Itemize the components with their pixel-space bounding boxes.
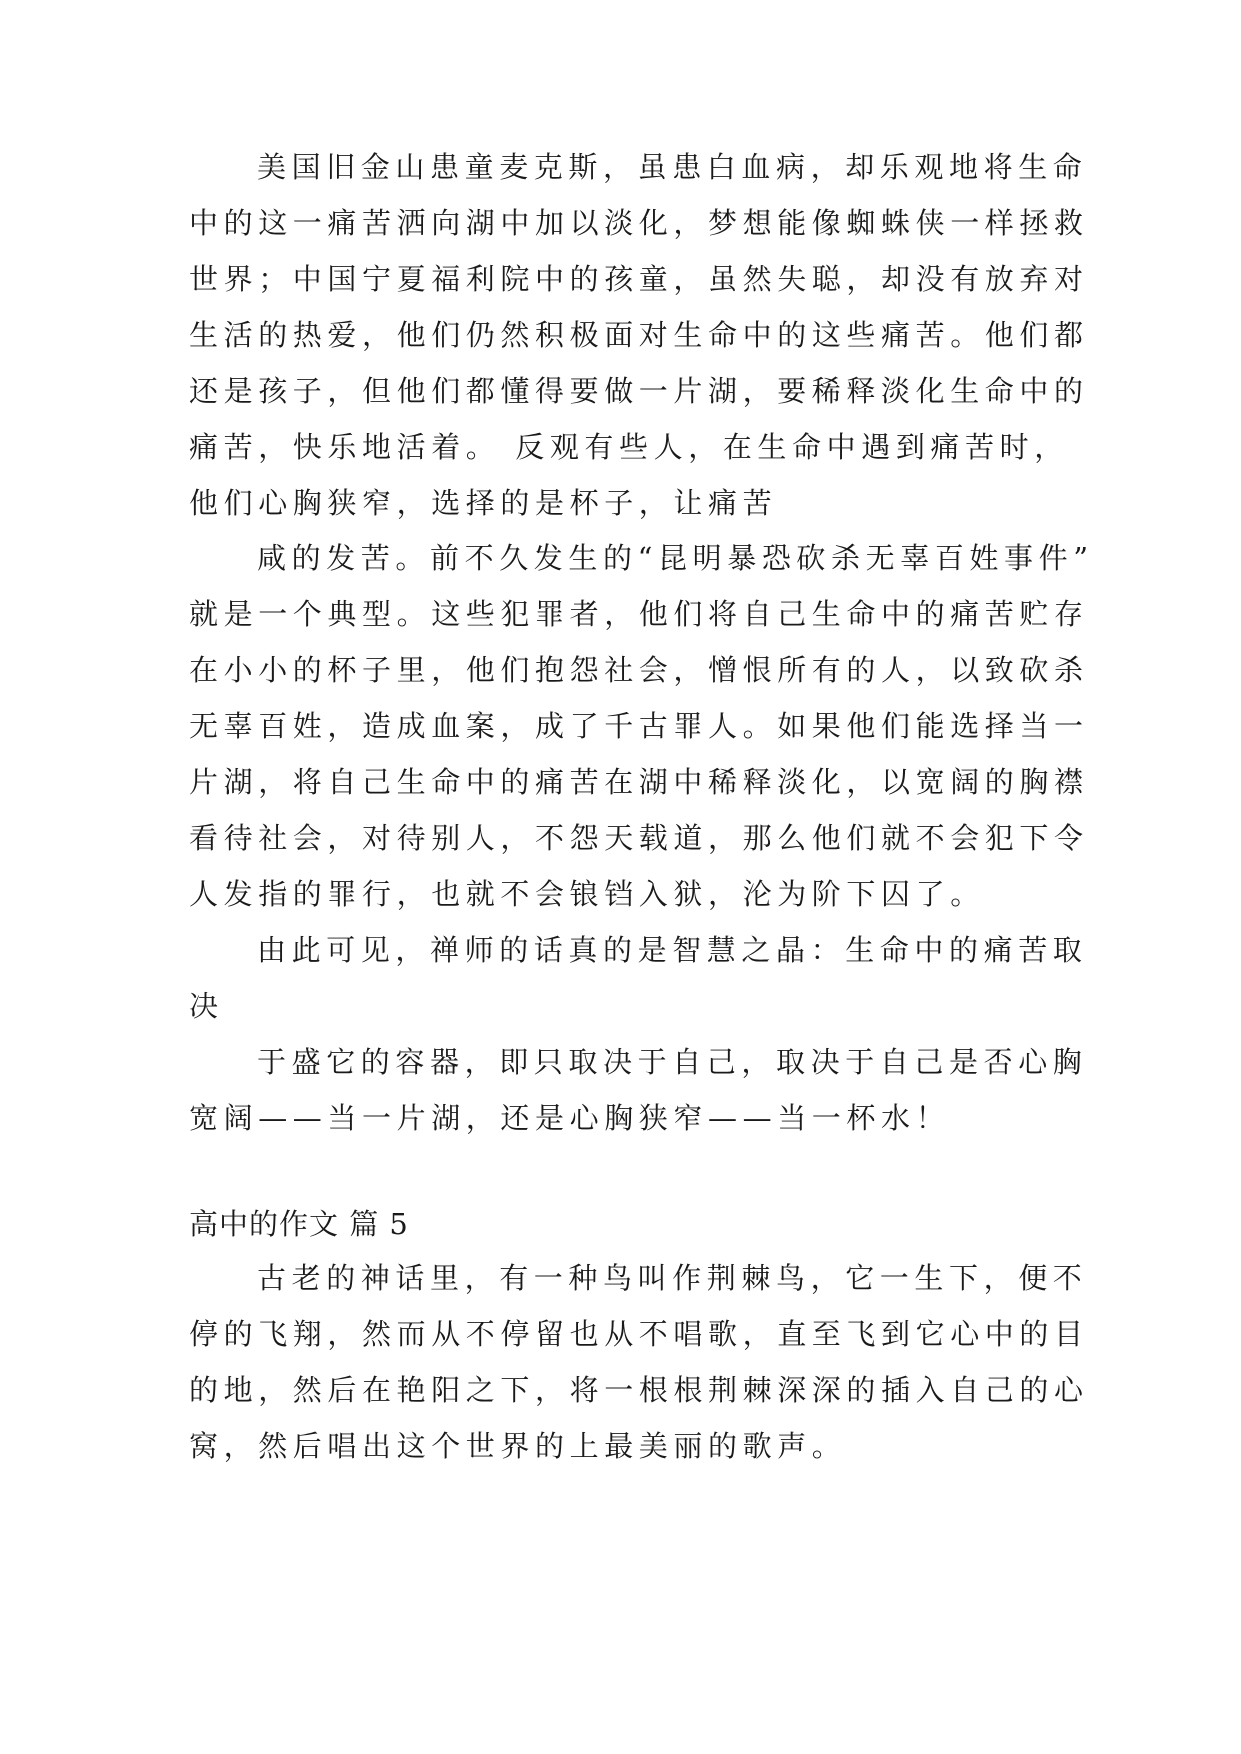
paragraph-1-line-4: 生活的热爱，他们仍然积极面对生命中的这些痛苦。他们都 xyxy=(189,318,1089,352)
section-heading: 高中的作文 篇 5 xyxy=(189,1207,409,1241)
paragraph-5-line-4: 窝，然后唱出这个世界的上最美丽的歌声。 xyxy=(189,1429,847,1463)
paragraph-1-line-7: 他们心胸狭窄，选择的是杯子，让痛苦 xyxy=(189,486,778,520)
paragraph-2-line-4: 无辜百姓，造成血案，成了千古罪人。如果他们能选择当一 xyxy=(189,709,1089,743)
paragraph-2-line-7: 人发指的罪行，也就不会锒铛入狱，沦为阶下囚了。 xyxy=(189,877,985,911)
paragraph-1-line-5: 还是孩子，但他们都懂得要做一片湖，要稀释淡化生命中的 xyxy=(189,374,1089,408)
paragraph-5-line-3: 的地，然后在艳阳之下，将一根根荆棘深深的插入自己的心 xyxy=(189,1373,1089,1407)
paragraph-2-line-5: 片湖，将自己生命中的痛苦在湖中稀释淡化，以宽阔的胸襟 xyxy=(189,765,1089,799)
paragraph-3-line-1: 由此可见，禅师的话真的是智慧之晶：生命中的痛苦取 xyxy=(257,933,1088,967)
paragraph-4-line-2: 宽阔——当一片湖，还是心胸狭窄——当一杯水！ xyxy=(189,1101,951,1135)
paragraph-1-line-6: 痛苦，快乐地活着。 反观有些人，在生命中遇到痛苦时， xyxy=(189,430,1069,464)
paragraph-2-line-1: 咸的发苦。前不久发生的“昆明暴恐砍杀无辜百姓事件” xyxy=(257,541,1094,575)
paragraph-5-line-1: 古老的神话里，有一种鸟叫作荆棘鸟，它一生下，便不 xyxy=(257,1261,1088,1295)
paragraph-3-line-2: 决 xyxy=(189,989,224,1023)
paragraph-2-line-2: 就是一个典型。这些犯罪者，他们将自己生命中的痛苦贮存 xyxy=(189,597,1089,631)
paragraph-4-line-1: 于盛它的容器，即只取决于自己，取决于自己是否心胸 xyxy=(257,1045,1088,1079)
paragraph-1-line-2: 中的这一痛苦洒向湖中加以淡化，梦想能像蜘蛛侠一样拯救 xyxy=(189,206,1089,240)
paragraph-1-line-3: 世界；中国宁夏福利院中的孩童，虽然失聪，却没有放弃对 xyxy=(189,262,1089,296)
paragraph-2-line-6: 看待社会，对待别人，不怨天载道，那么他们就不会犯下令 xyxy=(189,821,1089,855)
paragraph-2-line-3: 在小小的杯子里，他们抱怨社会，憎恨所有的人，以致砍杀 xyxy=(189,653,1089,687)
paragraph-1-line-1: 美国旧金山患童麦克斯，虽患白血病，却乐观地将生命 xyxy=(257,150,1088,184)
paragraph-5-line-2: 停的飞翔，然而从不停留也从不唱歌，直至飞到它心中的目 xyxy=(189,1317,1089,1351)
